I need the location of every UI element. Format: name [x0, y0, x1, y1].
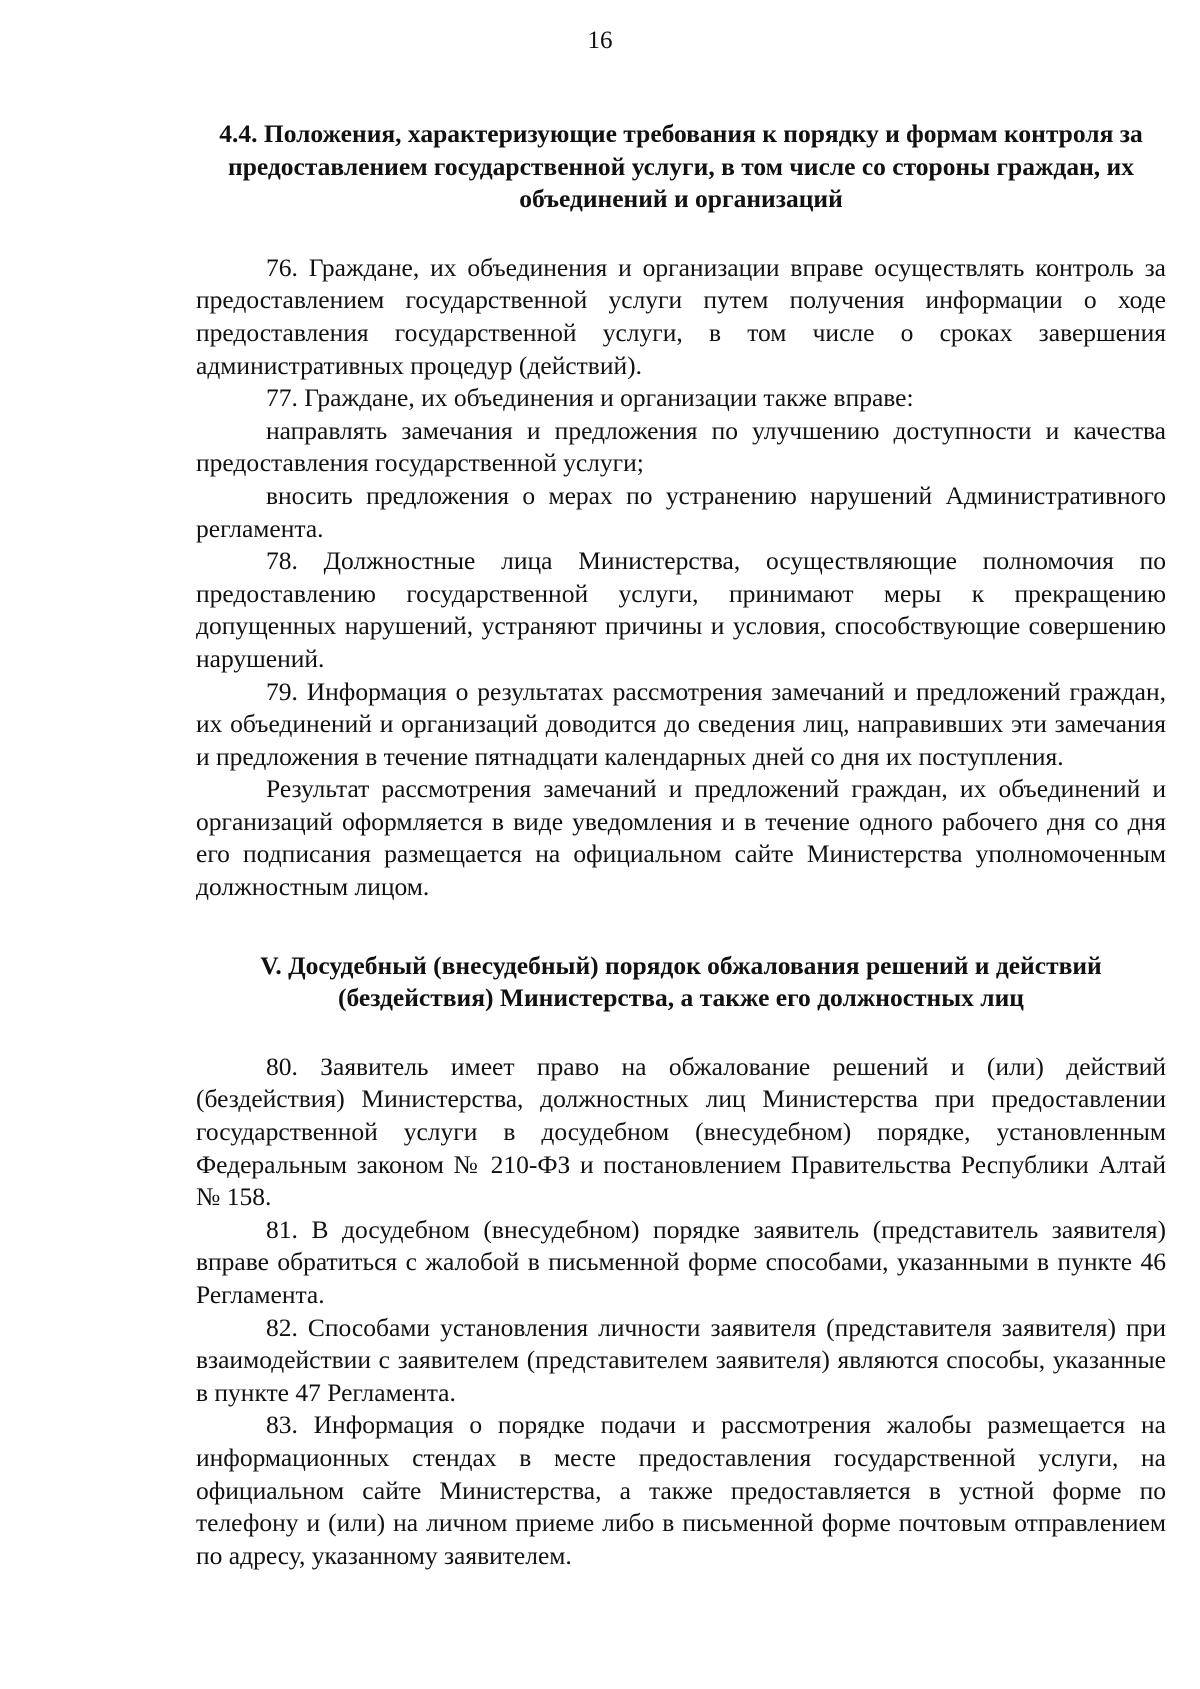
paragraph-78: 78. Должностные лица Министерства, осуществляющие полномочия по предоставлению государственной услуги, принимают меры к прекращению допущенных нарушений, устраняют причины и условия, способствующие совершению нарушений.	[196, 546, 1166, 673]
paragraph-79-result: Результат рассмотрения замечаний и предложений граждан, их объединений и организаций оформляется в виде уведомления и в течение одного рабочего дня со дня его подписания размещается на официальном сайте Министерства уполномоченным должностным лицом.	[196, 774, 1166, 902]
section-4-4-heading: 4.4. Положения, характеризующие требования к порядку и формам контроля за предоставлением государственной услуги, в том числе со стороны граждан, их объединений и организаций	[219, 119, 1143, 214]
paragraph-82: 82. Способами установления личности заявителя (представителя заявителя) при взаимодействии с заявителем (представителем заявителя) являются способы, указанные в пункте 47 Регламента.	[196, 1312, 1166, 1407]
paragraph-77-item-1: направлять замечания и предложения по улучшению доступности и качества предоставления государственной услуги;	[196, 415, 1166, 478]
paragraph-79: 79. Информация о результатах рассмотрения замечаний и предложений граждан, их объединений и организаций доводится до сведения лиц, направивших эти замечания и предложения в течение пятнадцати календарных дней со дня их поступления.	[196, 676, 1166, 771]
paragraph-77-item-2: вносить предложения о мерах по устранению нарушений Административного регламента.	[196, 480, 1166, 543]
paragraph-83: 83. Информация о порядке подачи и рассмотрения жалобы размещается на информационных стендах в месте предоставления государственной услуги, на официальном сайте Министерства, а также предоставляется в устной форме по телефону и (или) на личном приеме либо в письменной форме почтовым отправлением по адресу, указанному заявителем.	[196, 1410, 1166, 1570]
paragraph-81: 81. В досудебном (внесудебном) порядке заявитель (представитель заявителя) вправе обратиться с жалобой в письменной форме способами, указанными в пункте 46 Регламента.	[196, 1214, 1166, 1309]
paragraph-77: 77. Граждане, их объединения и организации также вправе:	[266, 383, 914, 413]
paragraph-76: 76. Граждане, их объединения и организации вправе осуществлять контроль за предоставлением государственной услуги путем получения информации о ходе предоставления государственной услуги, в том числе о сроках завершения административных процедур (действий).	[196, 252, 1166, 380]
section-v-heading: V. Досудебный (внесудебный) порядок обжалования решений и действий (бездействия) Министерства, а также его должностных лиц	[260, 950, 1102, 1013]
section-4-4-body	[196, 252, 1166, 904]
document-body	[196, 118, 1166, 1572]
section-v-body	[196, 1051, 1166, 1573]
paragraph-80: 80. Заявитель имеет право на обжалование решений и (или) действий (бездействия) Министерства, должностных лиц Министерства при предоставлении государственной услуги в досудебном (внесудебном) порядке, установленным Федеральным законом № 210-ФЗ и постановлением Правительства Республики Алтай № 158.	[196, 1051, 1166, 1212]
page-number: 16	[587, 27, 613, 54]
